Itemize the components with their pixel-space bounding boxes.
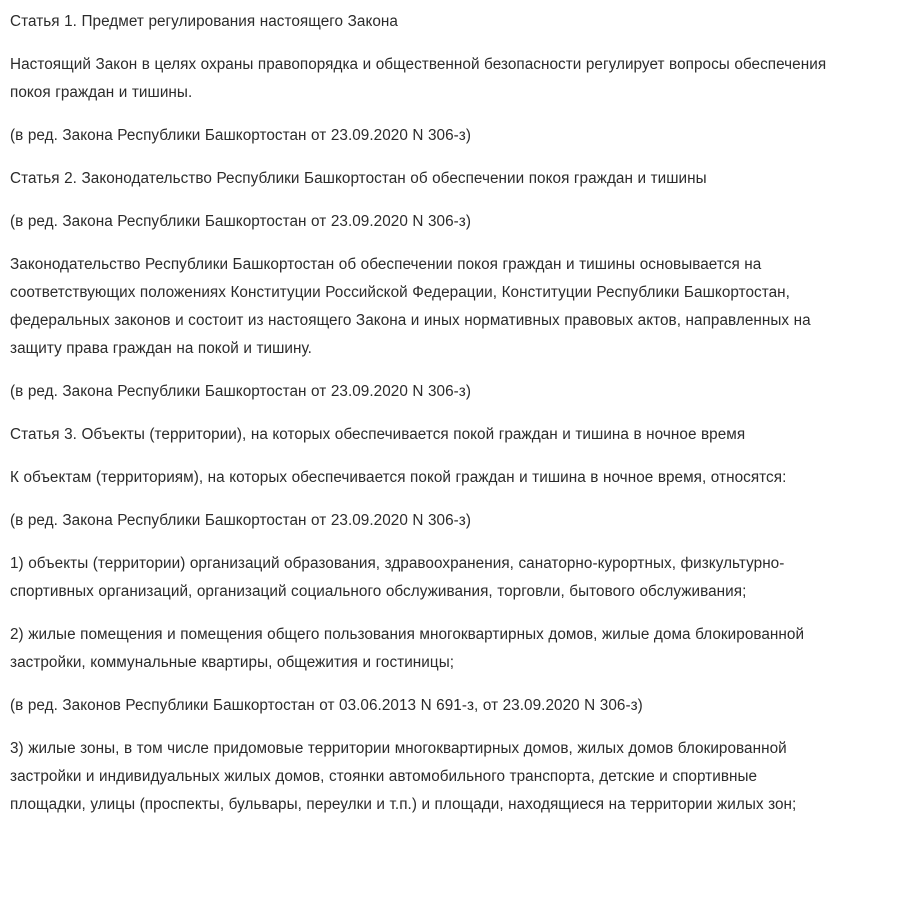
article-2-body: Законодательство Республики Башкортостан об обеспечении покоя граждан и тишины основывается на соответствующих положениях Конституции Российской Федерации, Конституции Республики Башкортостан, федеральных законов и состоит из настоящего Закона и иных нормативных правовых актов, направленных на защиту права граждан на покой и тишину.	[10, 256, 811, 357]
article-3-amendment-note: (в ред. Закона Республики Башкортостан от 23.09.2020 N 306-з)	[10, 512, 472, 529]
article-1-body: Настоящий Закон в целях охраны правопорядка и общественной безопасности регулирует вопросы обеспечения покоя граждан и тишины.	[10, 56, 827, 101]
article-3-list-item-2: 2) жилые помещения и помещения общего пользования многоквартирных домов, жилые дома блокированной застройки, коммунальные квартиры, общежития и гостиницы;	[10, 626, 805, 671]
article-2-heading: Статья 2. Законодательство Республики Башкортостан об обеспечении покоя граждан и тишины	[10, 170, 707, 187]
article-3-list-item-1: 1) объекты (территории) организаций образования, здравоохранения, санаторно-курортных, физкультурно-спортивных организаций, организаций социального обслуживания, торговли, бытового обслуживания;	[10, 555, 785, 600]
article-2-amendment-note-1: (в ред. Закона Республики Башкортостан от 23.09.2020 N 306-з)	[10, 213, 472, 230]
article-3-heading: Статья 3. Объекты (территории), на которых обеспечивается покой граждан и тишина в ночное время	[10, 426, 746, 443]
article-3-list-item-2-amendment-note: (в ред. Законов Республики Башкортостан от 03.06.2013 N 691-з, от 23.09.2020 N 306-з)	[10, 697, 643, 714]
article-2-amendment-note-2: (в ред. Закона Республики Башкортостан от 23.09.2020 N 306-з)	[10, 383, 472, 400]
article-3-body: К объектам (территориям), на которых обеспечивается покой граждан и тишина в ночное время, относятся:	[10, 469, 787, 486]
article-1-heading: Статья 1. Предмет регулирования настоящего Закона	[10, 13, 398, 30]
article-3-list-item-3: 3) жилые зоны, в том числе придомовые территории многоквартирных домов, жилых домов блокированной застройки и индивидуальных жилых домов, стоянки автомобильного транспорта, детские и спортивные площадки, улицы (проспекты, бульвары, переулки и т.п.) и площади, находящиеся на территории жилых зон;	[10, 740, 797, 813]
article-1-amendment-note: (в ред. Закона Республики Башкортостан от 23.09.2020 N 306-з)	[10, 127, 472, 144]
